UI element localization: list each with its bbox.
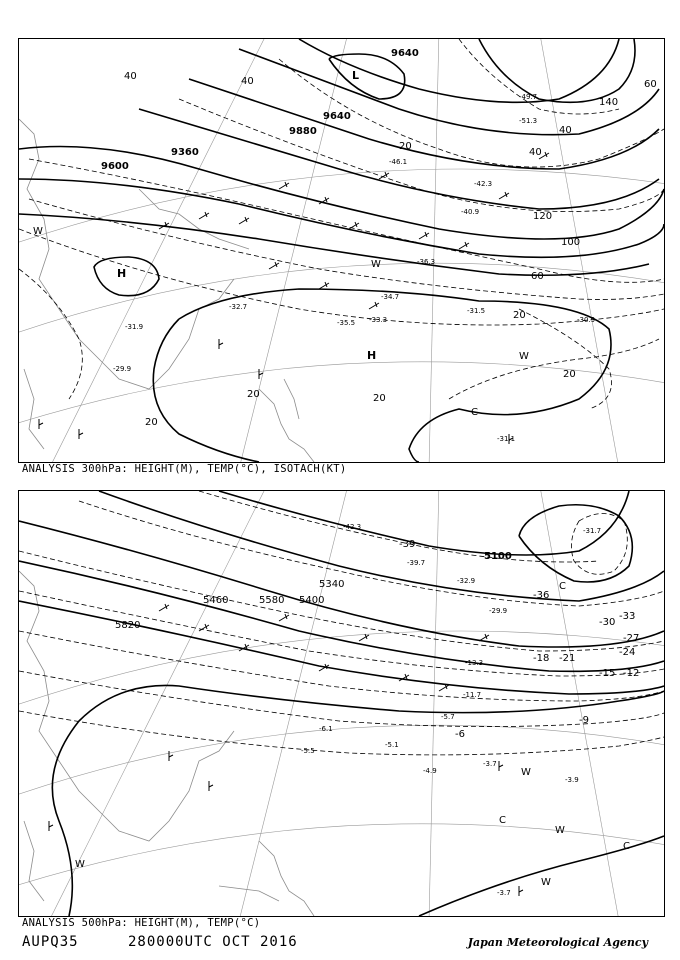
temperature-label: -11.7 [463,691,482,699]
temperature-label: -42.3 [474,180,493,188]
height-label: 5340 [319,579,345,590]
isotach-label: 120 [533,211,553,222]
cold-center: C [499,815,506,826]
temperature-label-group [301,523,601,897]
temperature-label: -32.9 [457,577,476,585]
isotherm-label: -27 [623,633,640,644]
isotach-label: 100 [561,237,581,248]
warm-region: W [555,825,565,836]
isotherms [19,39,664,409]
temperature-label: -49.7 [519,93,538,101]
isotherm-label: -21 [559,653,576,664]
temperature-label: -30.9 [577,316,596,324]
low-center: L [352,69,360,82]
height-label: 9880 [289,126,317,137]
isotach-label: 40 [559,125,572,136]
isotach-label: 60 [644,79,657,90]
isotach-label: 60 [531,271,544,282]
temperature-label: -35.5 [337,319,356,327]
chart-datetime: 280000UTC OCT 2016 [128,934,298,950]
coastline [19,119,314,462]
temperature-label: -51.3 [519,117,538,125]
isotach-label: 40 [124,71,137,82]
isotach-label: 140 [599,97,619,108]
height-label: 5400 [299,595,325,606]
temperature-label: -31.7 [583,527,602,535]
temperature-label-group [113,93,595,443]
warm-region: W [541,877,551,888]
temperature-label: -40.9 [461,208,480,216]
wind-barbs [49,604,523,896]
isotherm-label: -6 [455,729,465,740]
temperature-label: -31.9 [125,323,144,331]
isotach-label: 20 [563,369,576,380]
isotach-label: 20 [513,310,526,321]
map-500hpa-graphic [19,491,664,916]
map-panel-500hpa [18,490,665,917]
isotach-label: 40 [529,147,542,158]
temperature-label: -3.9 [565,776,579,784]
high-center: H [117,267,127,280]
map-panel-300hpa [18,38,665,463]
graticule [19,491,664,916]
warm-region: W [371,259,381,270]
temperature-label: -31.5 [467,307,486,315]
warm-region: W [521,767,531,778]
map-300hpa-graphic [19,39,664,462]
isotherm-label: -39 [399,539,416,550]
temperature-label: -34.7 [381,293,400,301]
height-label: 9640 [323,111,351,122]
caption-500hpa: ANALYSIS 500hPa: HEIGHT(M), TEMP(°C) [22,917,261,929]
warm-region: W [33,226,43,237]
height-label: 5100 [484,551,512,562]
temperature-label: -42.3 [343,523,362,531]
height-label: 9360 [171,147,199,158]
cold-center: C [623,841,630,852]
temperature-label: -5.7 [441,713,455,721]
temperature-label: -46.1 [389,158,408,166]
height-label: 9640 [391,48,419,59]
isotach-label: 20 [247,389,260,400]
height-contours [19,39,664,462]
warm-region: W [75,859,85,870]
isotherm-label: -12 [623,668,640,679]
cold-center: C [559,581,566,592]
high-center: H [367,349,377,362]
height-label: 5580 [259,595,285,606]
temperature-label: -3.7 [483,760,497,768]
isotach-label: 20 [399,141,412,152]
isotherm-label: -24 [619,647,636,658]
temperature-label: -33.3 [369,316,388,324]
temperature-label: -5.1 [385,741,399,749]
isotach-label: 20 [145,417,158,428]
isotherm-label: -33 [619,611,636,622]
temperature-label: -6.1 [319,725,333,733]
height-label: 5820 [115,620,141,631]
temperature-label: -5.5 [301,747,315,755]
temperature-label: -13.3 [465,659,484,667]
height-label: 5460 [203,595,229,606]
temperature-label: -39.7 [407,559,426,567]
isotherm-label: -18 [533,653,550,664]
isotach-label: 40 [241,76,254,87]
temperature-label: -36.3 [417,258,436,266]
height-label: 9600 [101,161,129,172]
isotherm-label: -9 [579,715,589,726]
caption-300hpa: ANALYSIS 300hPa: HEIGHT(M), TEMP(°C), ISOTACH(KT) [22,463,347,475]
temperature-label: -4.9 [423,767,437,775]
isotach-label: 20 [373,393,386,404]
chart-code: AUPQ35 [22,934,79,950]
temperature-label: -3.7 [497,889,511,897]
warm-region: W [519,351,529,362]
agency-name: Japan Meteorological Agency [467,936,648,949]
temperature-label: -31.1 [497,435,516,443]
isotherm-label: -36 [533,590,550,601]
isotherm-label: -15 [599,668,616,679]
height-contours [19,491,664,916]
temperature-label: -32.7 [229,303,248,311]
cold-region: C [471,407,478,418]
temperature-label: -29.9 [489,607,508,615]
temperature-label: -29.9 [113,365,132,373]
isotherm-label: -30 [599,617,616,628]
